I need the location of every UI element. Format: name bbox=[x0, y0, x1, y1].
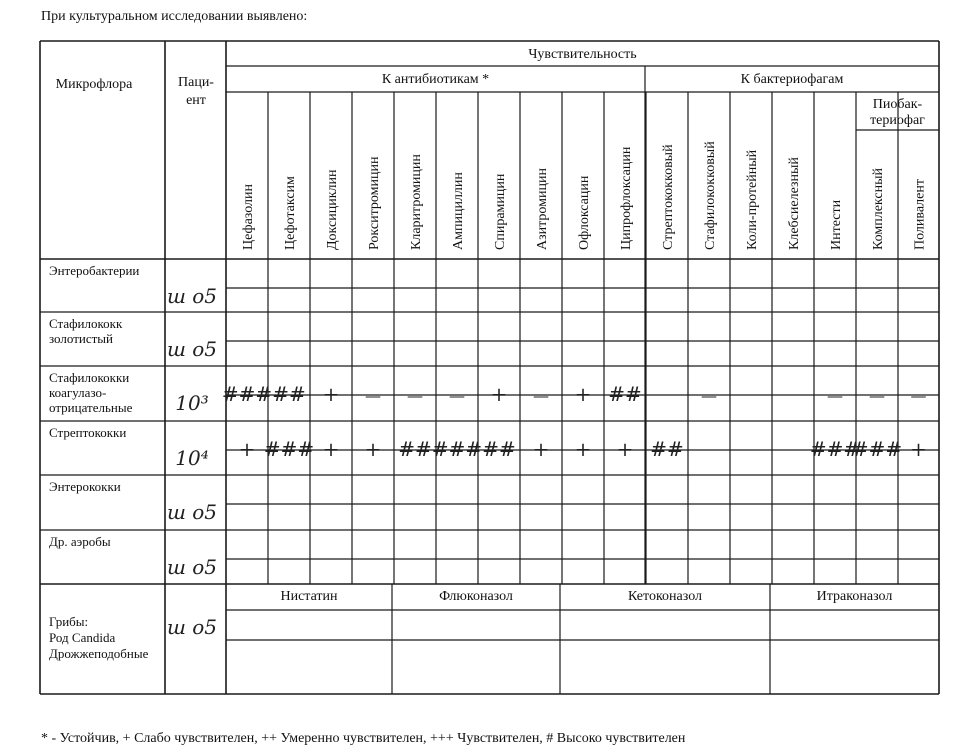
patient-value: ш о5 bbox=[166, 284, 218, 308]
column-header: Офлоксацин bbox=[577, 175, 592, 250]
patient-value: ш о5 bbox=[166, 500, 218, 524]
column-header: Стрептококковый bbox=[661, 144, 676, 250]
microflora-header: Микрофлора bbox=[55, 77, 133, 92]
document-title: При культуральном исследовании выявлено: bbox=[41, 9, 308, 24]
column-header: Ампициллин bbox=[451, 172, 466, 250]
column-header: Интести bbox=[829, 199, 844, 250]
table-header bbox=[56, 47, 928, 250]
sensitivity-mark: + bbox=[574, 382, 592, 406]
patient-value: 10⁴ bbox=[175, 446, 209, 470]
patient-value: ш о5 bbox=[166, 337, 218, 361]
sensitivity-mark: — bbox=[365, 386, 381, 405]
antifungal-drug: Флюконазол bbox=[439, 589, 513, 604]
row-label: Стрептококки bbox=[49, 425, 127, 440]
sensitivity-mark: + bbox=[364, 437, 382, 461]
legend-note: * - Устойчив, + Слабо чувствителен, ++ Умеренно чувствителен, +++ Чувствителен, # Высоко чувствителен bbox=[41, 731, 686, 746]
phages-group-header: К бактериофагам bbox=[740, 72, 844, 87]
sensitivity-mark: ### bbox=[851, 437, 903, 461]
row-label: Энтеробактерии bbox=[49, 263, 140, 278]
column-header: Стафилококковый bbox=[703, 141, 718, 250]
column-header: Цефотаксим bbox=[283, 176, 298, 250]
column-header: Поливалент bbox=[912, 179, 928, 250]
sensitivity-mark: + bbox=[238, 437, 256, 461]
sensitivity-mark: ### bbox=[221, 382, 273, 406]
sensitivity-mark: ### bbox=[431, 437, 483, 461]
fungi-patient-value: ш о5 bbox=[166, 615, 218, 639]
fungi-label: Род Candida bbox=[49, 630, 116, 645]
sensitivity-mark: — bbox=[827, 386, 843, 405]
antifungal-drug: Нистатин bbox=[280, 589, 338, 604]
column-header: Ципрофлоксацин bbox=[619, 146, 634, 250]
sensitivity-mark: — bbox=[869, 386, 885, 405]
column-header: Кларитромицин bbox=[409, 154, 424, 250]
sensitivity-mark: — bbox=[449, 386, 465, 405]
sensitivity-mark: ## bbox=[272, 382, 306, 406]
fungi-label: Грибы: bbox=[49, 614, 89, 629]
antibiotics-group-header: К антибиотикам * bbox=[381, 72, 490, 87]
column-header: Комплексный bbox=[871, 168, 886, 250]
sensitivity-mark: — bbox=[910, 386, 927, 405]
sensitivity-mark: — bbox=[407, 386, 423, 405]
column-header: Доксициклин bbox=[325, 169, 340, 250]
column-header: Спирамицин bbox=[493, 173, 508, 250]
row-label: Стафилококк bbox=[49, 316, 123, 331]
patient-value: 10³ bbox=[175, 391, 209, 415]
sensitivity-mark: ### bbox=[809, 437, 861, 461]
sensitivity-mark: ### bbox=[263, 437, 315, 461]
fungi-section bbox=[49, 589, 892, 661]
pyobacteriophage-header-2: териофаг bbox=[870, 113, 925, 128]
sensitivity-mark: ## bbox=[608, 382, 642, 406]
patient-header-2: ент bbox=[186, 93, 206, 108]
sensitivity-mark: ## bbox=[398, 437, 432, 461]
sensitivity-mark: — bbox=[533, 386, 549, 405]
sensitivity-mark: + bbox=[322, 382, 340, 406]
antifungal-drug: Кетоконазол bbox=[628, 589, 702, 604]
sensitivity-mark: + bbox=[574, 437, 592, 461]
row-label: коагулазо- bbox=[49, 385, 107, 400]
sensitivity-header: Чувствительность bbox=[528, 47, 637, 62]
antifungal-drug: Итраконазол bbox=[816, 589, 893, 604]
row-label: Стафилококки bbox=[49, 370, 130, 385]
row-label: отрицательные bbox=[49, 400, 133, 415]
patient-value: ш о5 bbox=[166, 555, 218, 579]
sensitivity-mark: — bbox=[701, 386, 717, 405]
sensitivity-mark: + bbox=[490, 382, 508, 406]
sensitivity-mark: ## bbox=[650, 437, 684, 461]
sensitivity-mark: + bbox=[616, 437, 634, 461]
pyobacteriophage-header: Пиобак- bbox=[872, 97, 923, 112]
sensitivity-mark: + bbox=[532, 437, 550, 461]
row-label: Др. аэробы bbox=[49, 534, 111, 549]
column-header: Цефазолин bbox=[241, 183, 256, 250]
sensitivity-mark: + bbox=[910, 437, 927, 461]
column-header: Клебсиелезный bbox=[787, 157, 802, 250]
sensitivity-mark: + bbox=[322, 437, 340, 461]
column-header: Коли-протейный bbox=[745, 149, 760, 250]
row-label: золотистый bbox=[49, 331, 113, 346]
fungi-label: Дрожжеподобные bbox=[49, 646, 149, 661]
row-label: Энтерококки bbox=[49, 479, 121, 494]
patient-header: Паци- bbox=[178, 75, 214, 90]
column-header: Рокситромицин bbox=[367, 156, 382, 250]
sensitivity-mark: ## bbox=[482, 437, 516, 461]
column-header: Азитромицин bbox=[535, 168, 550, 250]
